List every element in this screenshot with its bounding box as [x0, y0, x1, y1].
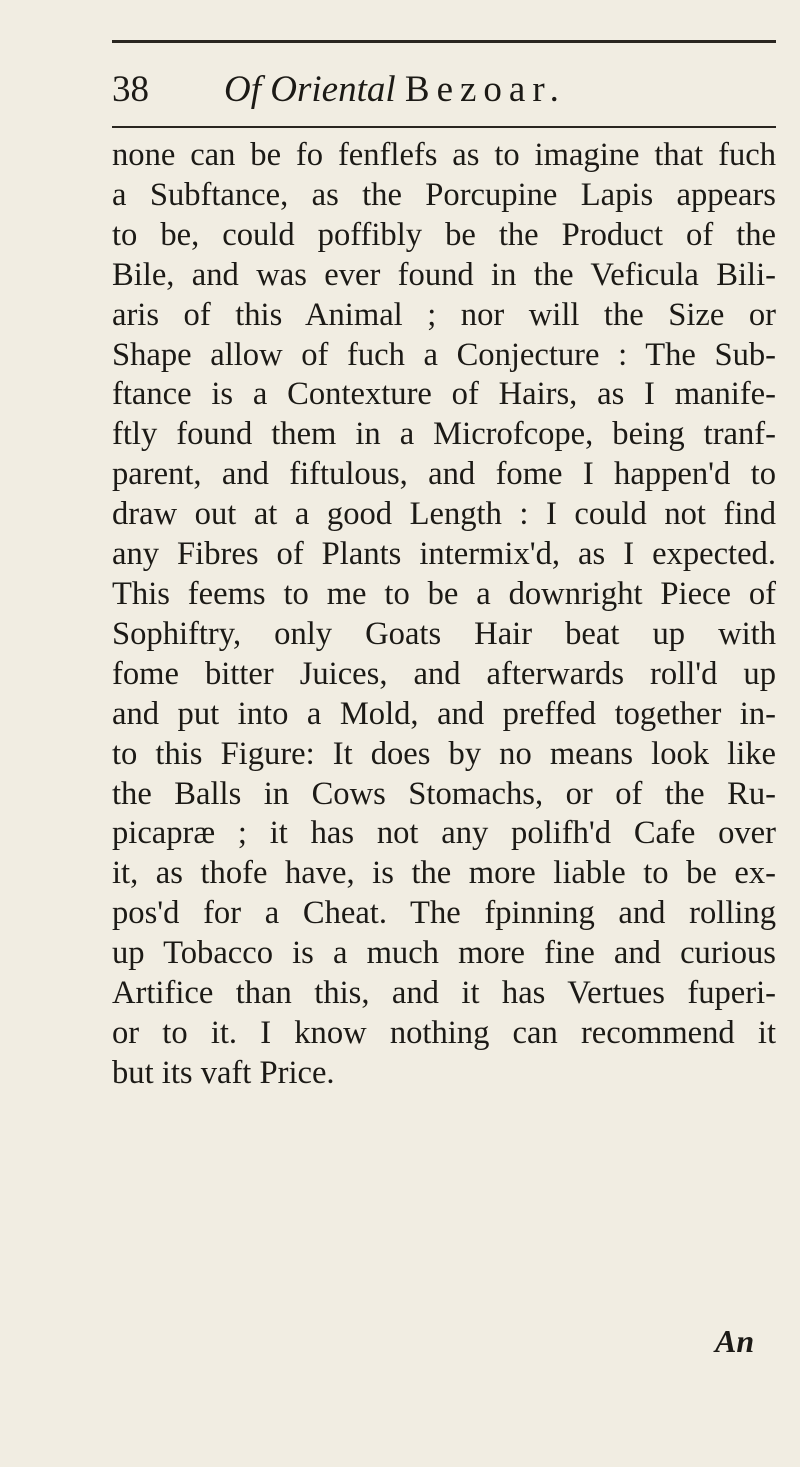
text-line: a Subftance, as the Porcupine Lapis appears [112, 176, 776, 213]
text-line: Shape allow of fuch a Conjecture : The Sub- [112, 336, 776, 373]
text-line: Artifice than this, and it has Vertues fuperi- [112, 975, 776, 1012]
running-head-word: Bezoar. [404, 69, 566, 110]
text-line: or to it. I know nothing can recommend it [112, 1014, 776, 1051]
text-line: to this Figure: It does by no means look like [112, 735, 776, 772]
text-line: but its vaft Price. [112, 1054, 335, 1091]
page-number: 38 [112, 69, 149, 110]
text-line: the Balls in Cows Stomachs, or of the Ru- [112, 775, 776, 812]
text-line: parent, and fiftulous, and fome I happen'd to [112, 456, 776, 493]
text-line: Sophiftry, only Goats Hair beat up with [112, 615, 776, 652]
top-rule [112, 40, 776, 43]
text-line: it, as thofe have, is the more liable to be ex- [112, 855, 776, 892]
text-line: ftly found them in a Microfcope, being tranf- [112, 416, 776, 453]
text-line: picapræ ; it has not any polifh'd Cafe over [112, 815, 776, 852]
text-line: up Tobacco is a much more fine and curious [112, 935, 776, 972]
text-line: none can be fo fenflefs as to imagine that fuch [112, 137, 776, 173]
catchword: An [715, 1323, 755, 1359]
text-line: aris of this Animal ; nor will the Size or [112, 296, 776, 333]
text-line: ftance is a Contexture of Hairs, as I manife- [112, 376, 776, 413]
text-line: any Fibres of Plants intermix'd, as I expected. [112, 536, 776, 573]
text-line: and put into a Mold, and preffed together in- [112, 695, 776, 732]
body-text [112, 136, 776, 1094]
text-line: Bile, and was ever found in the Veficula Bili- [112, 256, 776, 293]
header-rule [112, 126, 776, 128]
text-line: fome bitter Juices, and afterwards roll'd up [112, 655, 776, 692]
text-line: draw out at a good Length : I could not find [112, 496, 776, 533]
text-line: This feems to me to be a downright Piece of [112, 575, 776, 612]
running-head-title: Of Oriental [224, 69, 396, 110]
running-head [112, 62, 776, 118]
text-line: to be, could poffibly be the Product of the [112, 216, 776, 253]
text-line: pos'd for a Cheat. The fpinning and rolling [112, 895, 776, 932]
